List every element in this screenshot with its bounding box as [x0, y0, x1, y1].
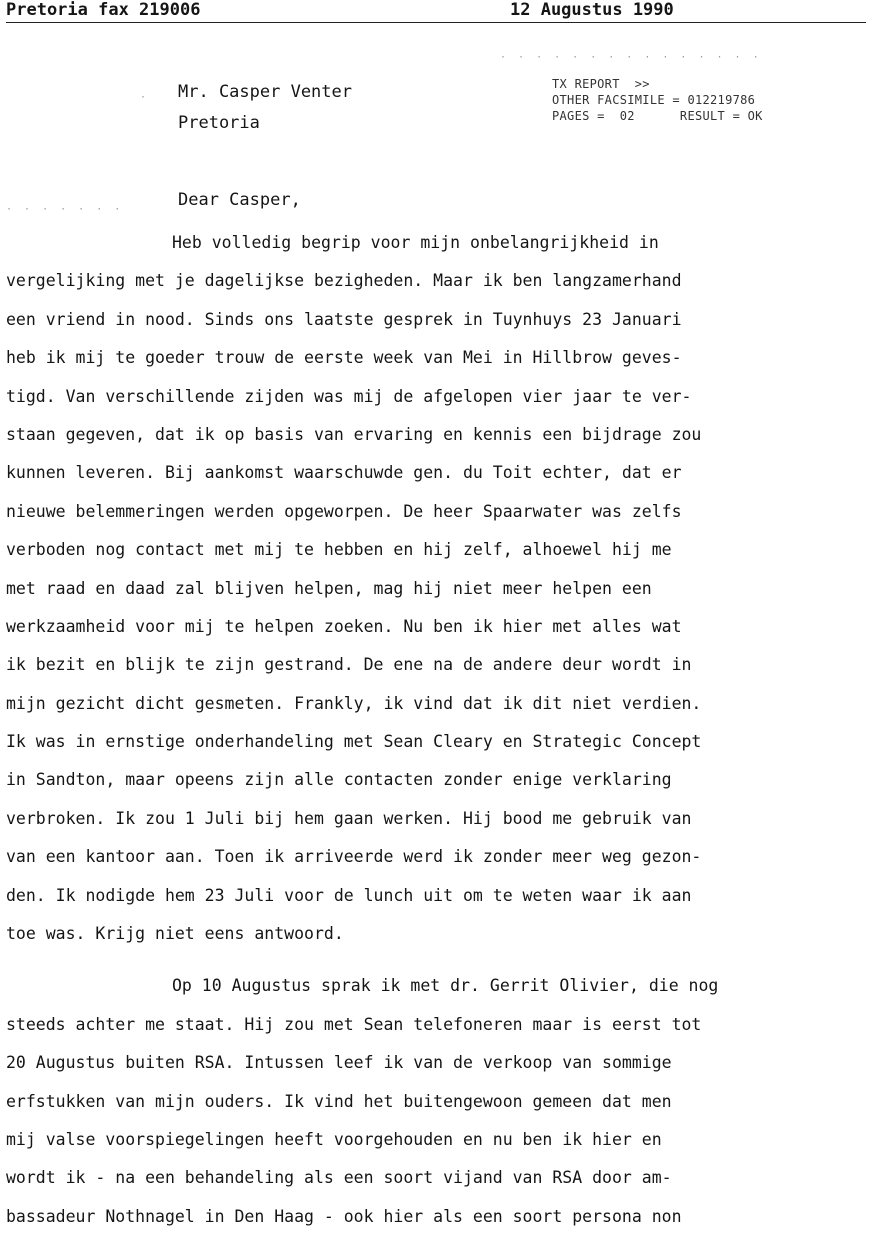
body-line: ik bezit en blijk te zijn gestrand. De ene na de andere deur wordt in [6, 655, 692, 675]
body-line: tigd. Van verschillende zijden was mij de afgelopen vier jaar te ver- [6, 386, 692, 406]
paragraph-gap [6, 953, 866, 967]
fax-header-sender: Pretoria fax 219006 [6, 0, 201, 20]
tx-report-stamp [552, 76, 763, 124]
fax-noise: · · · · · · · [6, 204, 124, 215]
body-line: erfstukken van mijn ouders. Ik vind het buitengewoon gemeen dat men [6, 1091, 672, 1111]
body-line: van een kantoor aan. Toen ik arriveerde werd ik zonder meer weg gezon- [6, 847, 702, 867]
body-line: vergelijking met je dagelijkse bezigheden. Maar ik ben langzamerhand [6, 271, 682, 291]
body-line: den. Ik nodigde hem 23 Juli voor de lunch uit om te weten waar ik aan [6, 885, 692, 905]
fax-noise: · · · · · · · · · · · · · · · [500, 52, 762, 63]
tx-report-line: PAGES = 02 RESULT = OK [552, 109, 763, 123]
body-line: heb ik mij te goeder trouw de eerste week van Mei in Hillbrow geves- [6, 348, 682, 368]
body-line: verboden nog contact met mij te hebben en hij zelf, alhoewel hij me [6, 540, 672, 560]
body-line: staan gegeven, dat ik op basis van ervaring en kennis een bijdrage zou [6, 424, 702, 444]
fax-header-date: 12 Augustus 1990 [510, 0, 674, 20]
letter-body [6, 224, 866, 1236]
body-line: nieuwe belemmeringen werden opgeworpen. De heer Spaarwater was zelfs [6, 501, 682, 521]
header-underline [6, 22, 866, 23]
body-line: Ik was in ernstige onderhandeling met Sean Cleary en Strategic Concept [6, 732, 702, 752]
body-line: werkzaamheid voor mij te helpen zoeken. Nu ben ik hier met alles wat [6, 616, 682, 636]
body-line: mij valse voorspiegelingen heeft voorgehouden en nu ben ik hier en [6, 1129, 662, 1149]
body-line: een vriend in nood. Sinds ons laatste gesprek in Tuynhuys 23 Januari [6, 309, 682, 329]
body-line: Op 10 Augustus sprak ik met dr. Gerrit Olivier, die nog [172, 976, 719, 996]
body-line: kunnen leveren. Bij aankomst waarschuwde gen. du Toit echter, dat er [6, 463, 682, 483]
body-line: toe was. Krijg niet eens antwoord. [6, 924, 344, 944]
body-line: Heb volledig begrip voor mijn onbelangrijkheid in [172, 233, 659, 252]
fax-noise: · [140, 92, 150, 103]
body-line: mijn gezicht dicht gesmeten. Frankly, ik vind dat ik dit niet verdien. [6, 693, 702, 713]
salutation: Dear Casper, [178, 190, 301, 210]
body-line: 20 Augustus buiten RSA. Intussen leef ik van de verkoop van sommige [6, 1053, 672, 1073]
tx-report-line: TX REPORT >> [552, 77, 650, 91]
body-line: wordt ik - na een behandeling als een soort vijand van RSA door am- [6, 1168, 672, 1188]
body-line: met raad en daad zal blijven helpen, mag hij niet meer helpen een [6, 578, 652, 598]
body-line: steeds achter me staat. Hij zou met Sean telefoneren maar is eerst tot [6, 1014, 702, 1034]
recipient-city: Pretoria [178, 113, 260, 133]
body-line: in Sandton, maar opeens zijn alle contacten zonder enige verklaring [6, 770, 672, 790]
tx-report-line: OTHER FACSIMILE = 012219786 [552, 93, 756, 107]
body-line: bassadeur Nothnagel in Den Haag - ook hier als een soort persona non [6, 1206, 682, 1226]
body-line: verbroken. Ik zou 1 Juli bij hem gaan werken. Hij bood me gebruik van [6, 808, 692, 828]
recipient-name: Mr. Casper Venter [178, 82, 352, 102]
